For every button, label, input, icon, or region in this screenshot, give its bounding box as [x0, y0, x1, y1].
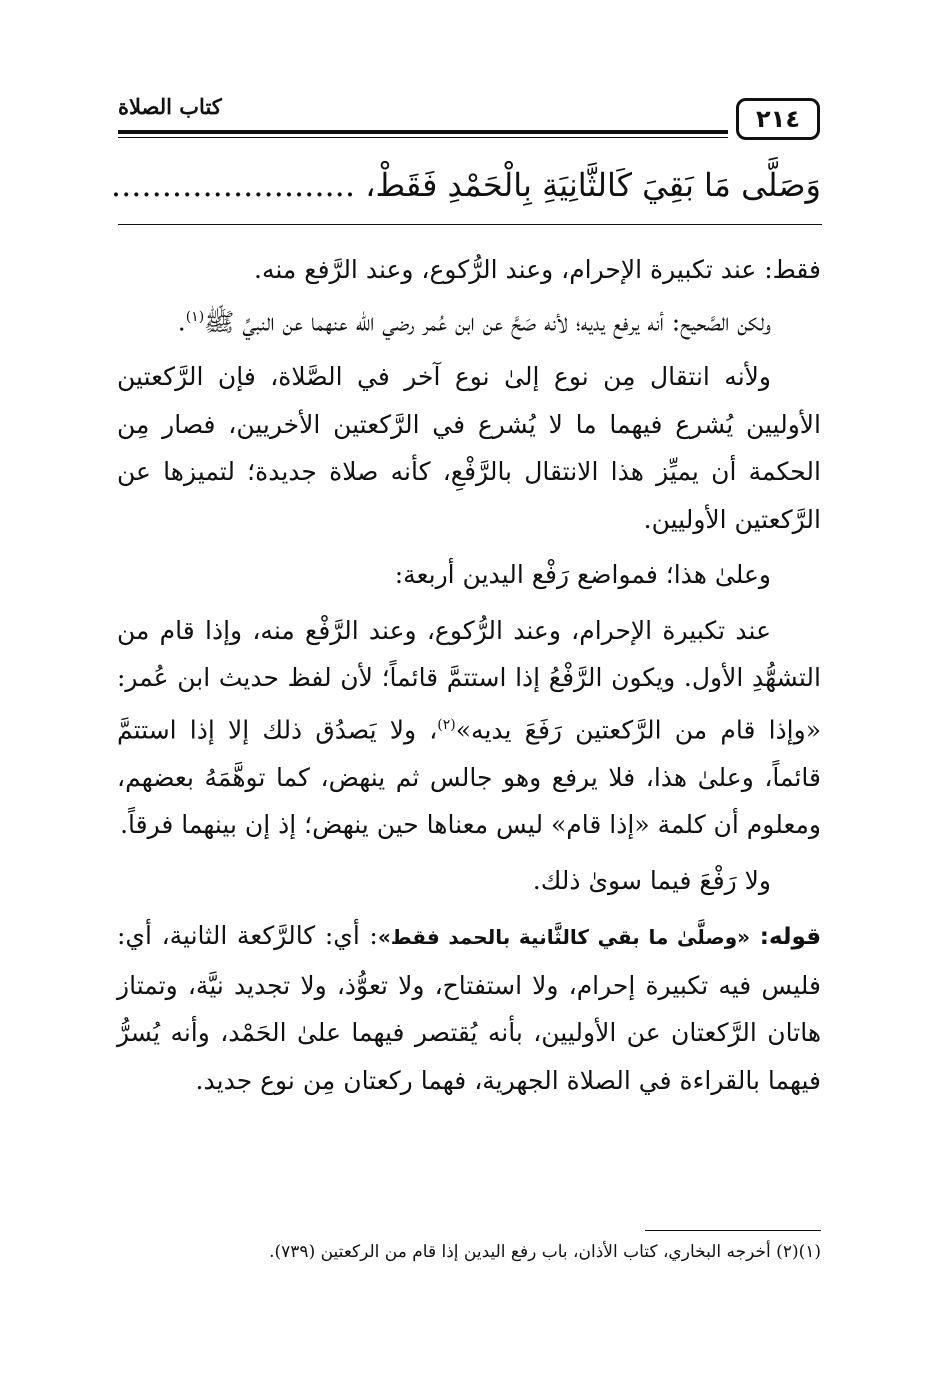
paragraph: ولأنه انتقال مِن نوع إلىٰ نوع آخر في الصَّلاة، فإن الرَّكعتين الأوليين يُشرع فيهما ما لا يُشرع في الرَّكعتين الأخريين، فصار مِن الحكمة أن يميِّز هذا الانتقال بالرَّفْعِ، كأنه صلاة جديدة؛ لتميزها عن الرَّكعتين الأوليين. [117, 362, 821, 534]
footnote-ref: (٢) [437, 716, 456, 733]
matn-line [110, 158, 821, 212]
book-title: كتاب الصلاة [118, 94, 222, 119]
footnote: (١)(٢) أخرجه البخاري، كتاب الأذان، باب رفع اليدين إذا قام من الركعتين (٧٣٩). [269, 1242, 821, 1262]
paragraph: عند تكبيرة الإحرام، وعند الرُّكوع، وعند الرَّفْع منه، وإذا قام من التشهُّدِ الأول. ويكون الرَّفْعُ إذا استتمَّ قائماً؛ لأن لفظ حديث ابن عُمر: «وإذا قام من الرَّكعتين رَفَعَ يديه»$^{(٢)}$، ولا يَصدُق ذلك إلا إذا استتمَّ قائماً، وعلىٰ هذا، فلا يرفع وهو جالس ثم ينهض، كما توهَّمَهُ بعضهم، ومعلوم أن كلمة «إذا قام» ليس معناها حين ينهض؛ إذ إن بينهما فرقاً. [117, 615, 821, 840]
matn-quote: «وصلَّىٰ ما بقي كالثَّانية بالحمد فقط» [377, 925, 751, 950]
header-rule-thin [118, 137, 820, 138]
footnote-ref: (١) [185, 308, 205, 325]
page-header [118, 88, 820, 148]
header-rule [118, 130, 820, 134]
page-number: ٢١٤ [736, 98, 820, 140]
paragraph: وعلىٰ هذا؛ فمواضع رَفْع اليدين أربعة: [394, 560, 771, 590]
qawluhu-label: قوله: [759, 924, 822, 951]
paragraph: ولكن الصَّحيح: أنه يرفع يديه؛ لأنه صَحَّ عن ابن عُمر رضي الله عنهما عن النبيِّ ﷺ$^{(١)}$. [177, 306, 771, 336]
footnote-separator [645, 1230, 821, 1231]
paragraph: فقط: عند تكبيرة الإحرام، وعند الرُّكوع، وعند الرَّفع منه. [254, 255, 821, 284]
paragraph: قوله: «وصلَّىٰ ما بقي كالثَّانية بالحمد فقط»: أي: كالرَّكعة الثانية، أي: فليس فيه تكبيرة إحرام، ولا استفتاح، ولا تعوُّذ، ولا تجديد نيَّة، وتمتاز هاتان الرَّكعتان عن الأوليين، بأنه يُقتصر فيهما علىٰ الحَمْد، وأنه يُسرُّ فيهما بالقراءة في الصلاة الجهرية، فهما ركعتان مِن نوع جديد. [117, 921, 822, 1095]
matn-dots: ........................ [110, 166, 356, 204]
matn-text: وَصَلَّى مَا بَقِيَ كَالثَّانِيَةِ بِالْحَمْدِ فَقَطْ، [365, 166, 821, 204]
commentary-body [117, 246, 821, 1104]
matn-separator [118, 224, 822, 225]
paragraph: ولا رَفْعَ فيما سوىٰ ذلك. [532, 865, 771, 895]
